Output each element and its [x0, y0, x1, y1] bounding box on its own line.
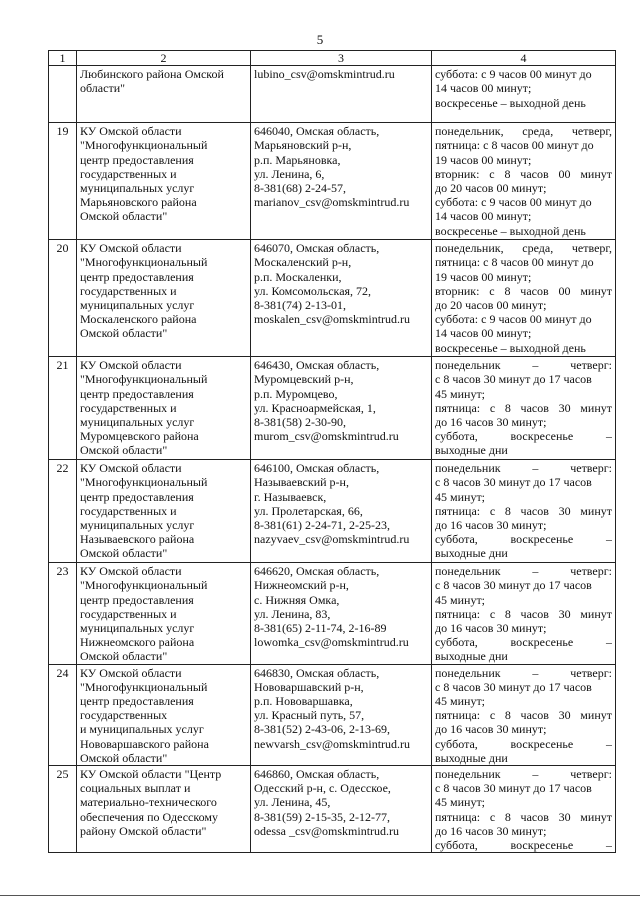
- row-number: 25: [49, 766, 77, 853]
- address-contacts-line: г. Называевск,: [254, 489, 327, 504]
- address-contacts-line: р.п. Москаленки,: [254, 269, 342, 284]
- working-hours-line: понедельник, среда, четверг,: [435, 241, 612, 256]
- working-hours-line: с 8 часов 30 минут до 17 часов: [435, 578, 592, 593]
- working-hours-line: пятница: с 8 часов 30 минут: [435, 606, 612, 621]
- institution-name-line: "Многофункциональный: [80, 138, 208, 153]
- working-hours-line: 14 часов 00 минут;: [435, 209, 532, 224]
- address-contacts-line: Называевский р-н,: [254, 475, 349, 490]
- institution-name-line: Омской области": [80, 649, 168, 664]
- row-number: 19: [49, 123, 77, 240]
- working-hours-line: до 16 часов 30 минут;: [435, 518, 547, 533]
- address-contacts-line: ул. Комсомольская, 72,: [254, 283, 372, 298]
- working-hours-line: пятница: с 8 часов 30 минут: [435, 809, 612, 824]
- address-contacts-line: 8-381(65) 2-11-74, 2-16-89: [254, 621, 387, 636]
- working-hours-line: суббота, воскресенье –: [435, 635, 612, 650]
- table-row: [49, 664, 616, 765]
- address-contacts-line: ул. Ленина, 6,: [254, 166, 325, 181]
- address-contacts-line: Марьяновский р-н,: [254, 138, 352, 153]
- working-hours-line: 45 минут;: [435, 592, 486, 607]
- address-contacts-line: Одесский р-н, с. Одесское,: [254, 781, 391, 796]
- institution-name-line: КУ Омской области: [80, 358, 182, 373]
- institution-name-line: "Многофункциональный: [80, 255, 208, 270]
- working-hours-line: 45 минут;: [435, 694, 486, 709]
- address-contacts-line: 8-381(61) 2-24-71, 2-25-23,: [254, 518, 390, 533]
- working-hours: [432, 460, 616, 563]
- address-contacts: [251, 766, 432, 853]
- institution-name-line: государственных и: [80, 166, 177, 181]
- working-hours-line: пятница: с 8 часов 00 минут до: [435, 138, 594, 153]
- institution-name-line: району Омской области": [80, 823, 207, 838]
- address-contacts-line: ул. Красный путь, 57,: [254, 708, 365, 723]
- address-contacts: [251, 563, 432, 664]
- address-contacts: [251, 66, 432, 123]
- institution-name-line: муниципальных услуг: [80, 518, 195, 533]
- working-hours-line: вторник: с 8 часов 00 минут: [435, 283, 612, 298]
- working-hours: [432, 563, 616, 664]
- address-contacts-line: moskalen_csv@omskmintrud.ru: [254, 312, 411, 327]
- working-hours-line: суббота, воскресенье –: [435, 429, 612, 444]
- institution-name-line: государственных и: [80, 606, 177, 621]
- working-hours-line: воскресенье – выходной день: [435, 95, 586, 110]
- address-contacts-line: murom_csv@omskmintrud.ru: [254, 429, 399, 444]
- address-contacts-line: newvarsh_csv@omskmintrud.ru: [254, 736, 411, 751]
- working-hours-line: до 20 часов 00 минут;: [435, 298, 547, 313]
- address-contacts-line: nazyvaev_csv@omskmintrud.ru: [254, 532, 410, 547]
- institution-name-line: муниципальных услуг: [80, 181, 195, 196]
- working-hours-line: до 16 часов 30 минут;: [435, 823, 547, 838]
- table-row: [49, 66, 616, 123]
- working-hours: [432, 766, 616, 853]
- address-contacts-line: 8-381(58) 2-30-90,: [254, 415, 346, 430]
- working-hours-line: пятница: с 8 часов 00 минут до: [435, 255, 594, 270]
- institution-name-line: муниципальных услуг: [80, 621, 195, 636]
- working-hours-line: выходные дни: [435, 649, 508, 664]
- institution-name-line: социальных выплат и: [80, 781, 191, 796]
- row-number: 20: [49, 240, 77, 357]
- address-contacts-line: р.п. Нововаршавка,: [254, 694, 353, 709]
- column-header-hours: 4: [432, 51, 616, 66]
- institution-name-line: КУ Омской области: [80, 564, 182, 579]
- column-header-number: 1: [49, 51, 77, 66]
- address-contacts-line: 646100, Омская область,: [254, 461, 380, 476]
- address-contacts-line: 8-381(52) 2-43-06, 2-13-69,: [254, 722, 390, 737]
- address-contacts-line: Нововаршавский р-н,: [254, 679, 364, 694]
- address-contacts-line: ул. Пролетарская, 66,: [254, 503, 363, 518]
- working-hours: [432, 357, 616, 460]
- address-contacts-line: ул. Ленина, 45,: [254, 795, 331, 810]
- address-contacts-line: 646620, Омская область,: [254, 564, 380, 579]
- working-hours-line: понедельник – четверг:: [435, 358, 612, 373]
- table-row: [49, 460, 616, 563]
- row-number: [49, 66, 77, 123]
- table-row: [49, 357, 616, 460]
- address-contacts-line: 646830, Омская область,: [254, 665, 380, 680]
- institution-name-line: государственных и: [80, 503, 177, 518]
- institution-name-line: центр предоставления: [80, 592, 194, 607]
- working-hours-line: суббота, воскресенье –: [435, 532, 612, 547]
- table-row: [49, 123, 616, 240]
- address-contacts-line: р.п. Марьяновка,: [254, 152, 341, 167]
- working-hours-line: с 8 часов 30 минут до 17 часов: [435, 475, 592, 490]
- institution-name-line: "Многофункциональный: [80, 475, 208, 490]
- institution-name: [77, 123, 251, 240]
- working-hours-line: до 16 часов 30 минут;: [435, 415, 547, 430]
- institution-name-line: "Многофункциональный: [80, 578, 208, 593]
- institution-name-line: муниципальных услуг: [80, 415, 195, 430]
- institution-name-line: Омской области": [80, 209, 168, 224]
- institution-name: [77, 460, 251, 563]
- working-hours-line: с 8 часов 30 минут до 17 часов: [435, 781, 592, 796]
- institution-name-line: муниципальных услуг: [80, 298, 195, 313]
- working-hours: [432, 240, 616, 357]
- institution-name: [77, 66, 251, 123]
- working-hours-line: пятница: с 8 часов 30 минут: [435, 708, 612, 723]
- address-contacts: [251, 664, 432, 765]
- page-bottom-rule: [0, 895, 640, 896]
- row-number: 23: [49, 563, 77, 664]
- working-hours-line: с 8 часов 30 минут до 17 часов: [435, 372, 592, 387]
- address-contacts-line: 8-381(68) 2-24-57,: [254, 181, 346, 196]
- working-hours-line: пятница: с 8 часов 30 минут: [435, 503, 612, 518]
- address-contacts-line: 646070, Омская область,: [254, 241, 380, 256]
- institution-name-line: обеспечения по Одесскому: [80, 809, 218, 824]
- working-hours-line: 45 минут;: [435, 386, 486, 401]
- institution-name-line: государственных и: [80, 400, 177, 415]
- institution-name-line: Марьяновского района: [80, 195, 197, 210]
- working-hours-line: 45 минут;: [435, 489, 486, 504]
- address-contacts-line: с. Нижняя Омка,: [254, 592, 340, 607]
- institution-name: [77, 240, 251, 357]
- working-hours-line: понедельник – четверг:: [435, 665, 612, 680]
- institution-name-line: КУ Омской области: [80, 124, 182, 139]
- institution-name: [77, 357, 251, 460]
- institution-name-line: государственных и: [80, 283, 177, 298]
- working-hours-line: выходные дни: [435, 443, 508, 458]
- table-row: [49, 563, 616, 664]
- institution-name-line: Омской области": [80, 443, 168, 458]
- table-row: [49, 240, 616, 357]
- page-number: 5: [316, 32, 324, 47]
- row-number: 22: [49, 460, 77, 563]
- working-hours-line: вторник: с 8 часов 00 минут: [435, 166, 612, 181]
- working-hours-line: 14 часов 00 минут;: [435, 81, 532, 96]
- institution-name-line: центр предоставления: [80, 269, 194, 284]
- institution-name-line: КУ Омской области: [80, 665, 182, 680]
- working-hours-line: суббота: с 9 часов 00 минут до: [435, 195, 592, 210]
- institution-name-line: Москаленского района: [80, 312, 197, 327]
- institution-name-line: КУ Омской области: [80, 461, 182, 476]
- working-hours: [432, 123, 616, 240]
- working-hours-line: понедельник – четверг:: [435, 461, 612, 476]
- address-contacts-line: Москаленский р-н,: [254, 255, 352, 270]
- row-number: 21: [49, 357, 77, 460]
- mfc-table: [48, 50, 616, 853]
- working-hours-line: понедельник, среда, четверг,: [435, 124, 612, 139]
- working-hours-line: 14 часов 00 минут;: [435, 326, 532, 341]
- institution-name: [77, 664, 251, 765]
- institution-name-line: КУ Омской области: [80, 241, 182, 256]
- institution-name: [77, 563, 251, 664]
- working-hours-line: выходные дни: [435, 750, 508, 765]
- institution-name: [77, 766, 251, 853]
- address-contacts: [251, 357, 432, 460]
- institution-name-line: центр предоставления: [80, 694, 194, 709]
- institution-name-line: Муромцевского района: [80, 429, 199, 444]
- institution-name-line: области": [80, 81, 126, 96]
- address-contacts-line: Нижнеомский р-н,: [254, 578, 349, 593]
- row-number: 24: [49, 664, 77, 765]
- working-hours-line: выходные дни: [435, 546, 508, 561]
- column-header-name: 2: [77, 51, 251, 66]
- institution-name-line: Нижнеомского района: [80, 635, 195, 650]
- institution-name-line: "Многофункциональный: [80, 372, 208, 387]
- working-hours-line: суббота, воскресенье –: [435, 736, 612, 751]
- address-contacts-line: 646430, Омская область,: [254, 358, 380, 373]
- working-hours-line: до 20 часов 00 минут;: [435, 181, 547, 196]
- institution-name-line: Омской области": [80, 326, 168, 341]
- address-contacts-line: lubino_csv@omskmintrud.ru: [254, 67, 395, 82]
- address-contacts-line: ул. Ленина, 83,: [254, 606, 331, 621]
- table-row: [49, 766, 616, 853]
- address-contacts: [251, 240, 432, 357]
- address-contacts-line: marianov_csv@omskmintrud.ru: [254, 195, 410, 210]
- institution-name-line: "Многофункциональный: [80, 679, 208, 694]
- working-hours-line: до 16 часов 30 минут;: [435, 722, 547, 737]
- working-hours-line: суббота: с 9 часов 00 минут до: [435, 312, 592, 327]
- working-hours-line: воскресенье – выходной день: [435, 340, 586, 355]
- working-hours-line: понедельник – четверг:: [435, 767, 612, 782]
- institution-name-line: центр предоставления: [80, 386, 194, 401]
- working-hours-line: 19 часов 00 минут;: [435, 152, 532, 167]
- working-hours-line: суббота: с 9 часов 00 минут до: [435, 67, 592, 82]
- working-hours-line: 19 часов 00 минут;: [435, 269, 532, 284]
- address-contacts-line: odessa _csv@omskmintrud.ru: [254, 823, 400, 838]
- institution-name-line: Омской области": [80, 546, 168, 561]
- address-contacts-line: ул. Красноармейская, 1,: [254, 400, 376, 415]
- institution-name-line: центр предоставления: [80, 152, 194, 167]
- address-contacts-line: 646860, Омская область,: [254, 767, 380, 782]
- institution-name-line: центр предоставления: [80, 489, 194, 504]
- address-contacts: [251, 123, 432, 240]
- working-hours: [432, 66, 616, 123]
- working-hours-line: пятница: с 8 часов 30 минут: [435, 400, 612, 415]
- column-header-address: 3: [251, 51, 432, 66]
- address-contacts-line: 8-381(59) 2-15-35, 2-12-77,: [254, 809, 390, 824]
- working-hours: [432, 664, 616, 765]
- address-contacts-line: lowomka_csv@omskmintrud.ru: [254, 635, 409, 650]
- working-hours-line: воскресенье – выходной день: [435, 223, 586, 238]
- address-contacts-line: 8-381(74) 2-13-01,: [254, 298, 346, 313]
- working-hours-line: 45 минут;: [435, 795, 486, 810]
- working-hours-line: понедельник – четверг:: [435, 564, 612, 579]
- institution-name-line: Любинского района Омской: [80, 67, 224, 82]
- working-hours-line: суббота, воскресенье –: [435, 838, 612, 853]
- institution-name-line: Нововаршавского района: [80, 736, 209, 751]
- working-hours-line: до 16 часов 30 минут;: [435, 621, 547, 636]
- institution-name-line: государственных: [80, 708, 168, 723]
- address-contacts-line: Муромцевский р-н,: [254, 372, 354, 387]
- institution-name-line: Называевского района: [80, 532, 195, 547]
- institution-name-line: Омской области": [80, 750, 168, 765]
- institution-name-line: и муниципальных услуг: [80, 722, 204, 737]
- table-header-row: [49, 51, 616, 66]
- address-contacts-line: р.п. Муромцево,: [254, 386, 338, 401]
- institution-name-line: КУ Омской области "Центр: [80, 767, 222, 782]
- address-contacts-line: 646040, Омская область,: [254, 124, 380, 139]
- institution-name-line: материально-технического: [80, 795, 217, 810]
- address-contacts: [251, 460, 432, 563]
- working-hours-line: с 8 часов 30 минут до 17 часов: [435, 679, 592, 694]
